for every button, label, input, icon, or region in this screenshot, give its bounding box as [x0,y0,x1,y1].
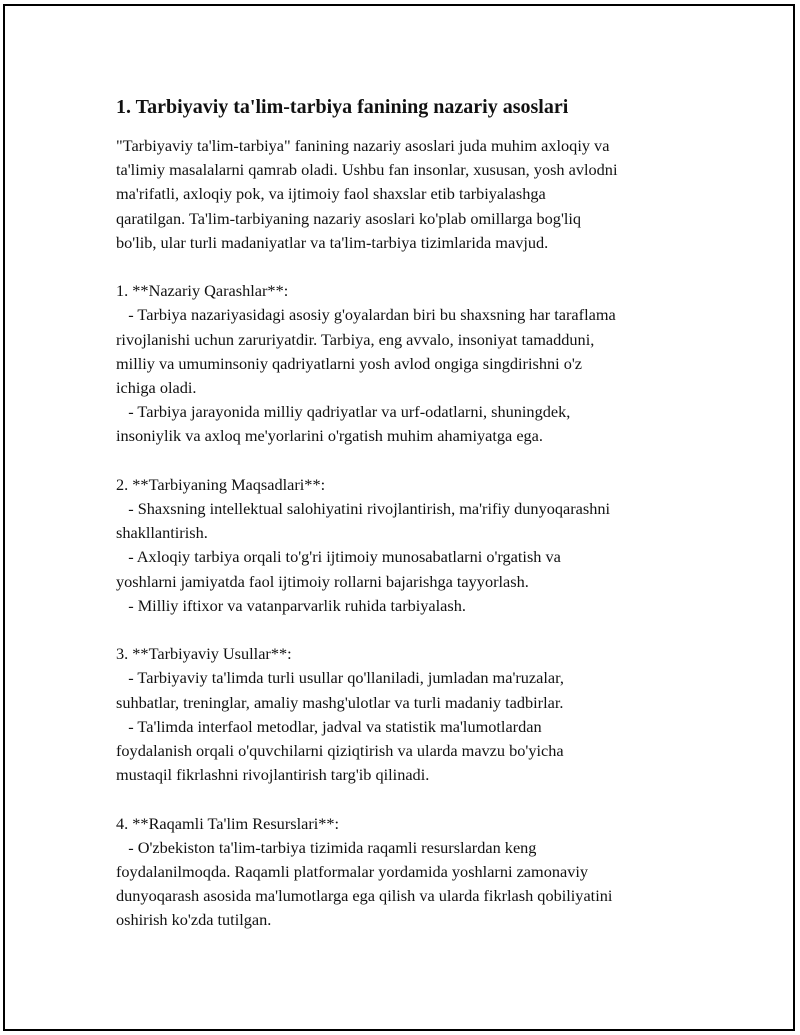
section-line: dunyoqarash asosida ma'lumotlarga ega qilish va ularda fikrlash qobiliyatini [116,886,613,906]
section-line: - Shaxsning intellektual salohiyatini rivojlantirish, ma'rifiy dunyoqarashni [116,499,611,519]
section-line: insoniylik va axloq me'yorlarini o'rgatish muhim ahamiyatga ega. [116,426,543,446]
section-line: mustaqil fikrlashni rivojlantirish targ'ib qilinadi. [116,765,430,785]
section-line: oshirish ko'zda tutilgan. [116,910,272,930]
document-title: 1. Tarbiyaviy ta'lim-tarbiya fanining nazariy asoslari [116,96,569,118]
section-line: foydalanish orqali o'quvchilarni qiziqtirish va ularda mavzu bo'yicha [116,741,564,761]
section-line: foydalanilmoqda. Raqamli platformalar yordamida yoshlarni zamonaviy [116,862,589,882]
section-line: suhbatlar, treninglar, amaliy mashg'ulotlar va turli madaniy tadbirlar. [116,692,564,712]
section-line: - Ta'limda interfaol metodlar, jadval va statistik ma'lumotlardan [116,716,542,736]
section-tarbiyaviy-usullar [116,642,696,787]
section-heading: 3. **Tarbiyaviy Usullar**: [116,644,292,664]
section-nazariy-qarashlar [116,279,696,448]
section-line: - Axloqiy tarbiya orqali to'g'ri ijtimoiy munosabatlarni o'rgatish va [116,547,561,567]
section-line: rivojlanishi uchun zaruriyatdir. Tarbiya, eng avvalo, insoniyat tamadduni, [116,329,595,349]
intro-line: "Tarbiyaviy ta'lim-tarbiya" fanining nazariy asoslari juda muhim axloqiy va [116,136,610,155]
section-heading: 4. **Raqamli Ta'lim Resurslari**: [116,813,340,833]
document-body [116,94,696,933]
section-tarbiyaning-maqsadlari [116,473,696,618]
section-line: - Milliy iftixor va vatanparvarlik ruhida tarbiyalash. [116,595,466,615]
section-line: - Tarbiyaviy ta'limda turli usullar qo'llaniladi, jumladan ma'ruzalar, [116,668,564,688]
section-line: yoshlarni jamiyatda faol ijtimoiy rollarni bajarishga tayyorlash. [116,571,529,591]
section-line: - Tarbiya jarayonida milliy qadriyatlar va urf-odatlarni, shuningdek, [116,402,571,422]
section-raqamli-talim-resurslari [116,812,696,933]
intro-paragraph [116,134,696,255]
section-line: ichiga oladi. [116,378,197,398]
intro-line: ma'rifatli, axloqiy pok, va ijtimoiy faol shaxslar etib tarbiyalashga [116,184,546,204]
section-line: - O'zbekiston ta'lim-tarbiya tizimida raqamli resurslardan keng [116,837,537,857]
intro-line: ta'limiy masalalarni qamrab oladi. Ushbu fan insonlar, xususan, yosh avlodni [116,160,618,180]
intro-line: bo'lib, ular turli madaniyatlar va ta'lim-tarbiya tizimlarida mavjud. [116,232,549,252]
section-line: milliy va umuminsoniy qadriyatlarni yosh avlod ongiga singdirishni o'z [116,353,582,373]
section-line: shakllantirish. [116,523,208,543]
section-line: - Tarbiya nazariyasidagi asosiy g'oyalardan biri bu shaxsning har taraflama [116,305,616,325]
intro-line: qaratilgan. Ta'lim-tarbiyaning nazariy asoslari ko'plab omillarga bog'liq [116,208,582,228]
section-heading: 2. **Tarbiyaning Maqsadlari**: [116,474,326,494]
section-heading: 1. **Nazariy Qarashlar**: [116,281,289,301]
